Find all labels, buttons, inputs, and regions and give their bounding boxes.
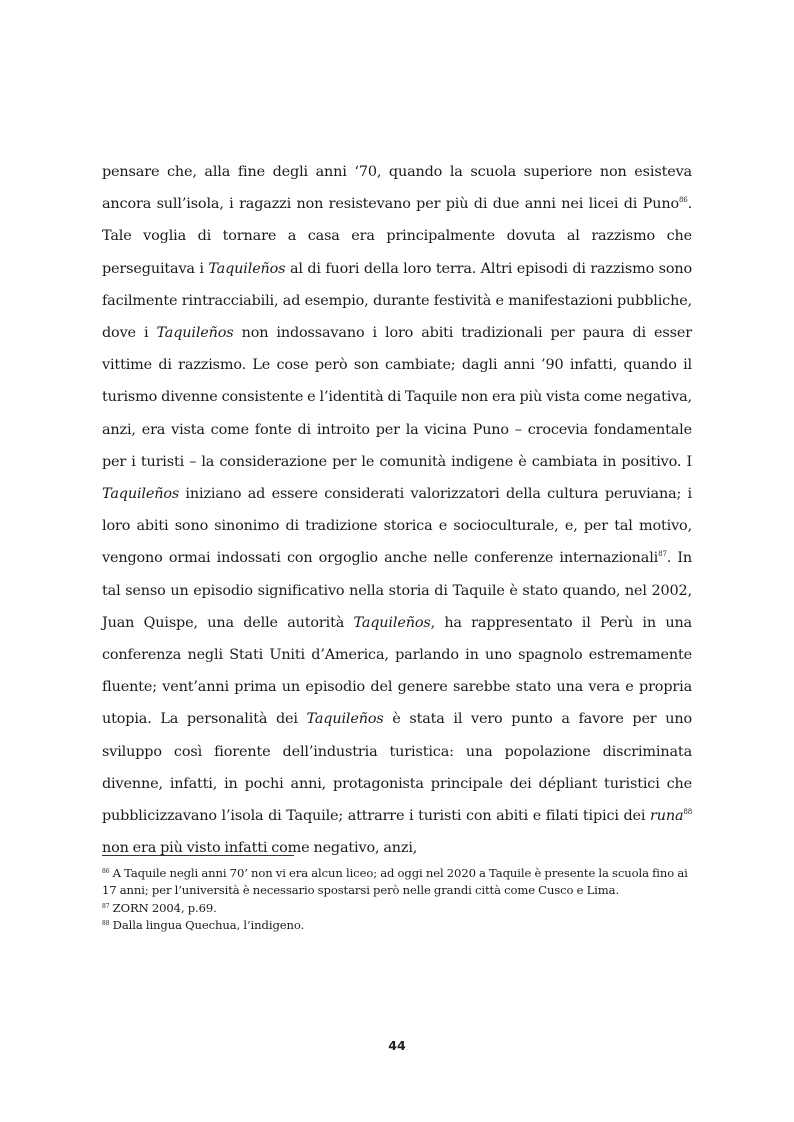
footnote-ref-88[interactable]: 88 bbox=[683, 808, 692, 817]
text-run: al di fuori della loro terra. Altri episodi di razzismo sono facilmente rintracciabili, ad esempio, durante festività e manifestazioni pubbliche, dove i bbox=[102, 260, 692, 342]
footnote-text: A Taquile negli anni 70’ non vi era alcun liceo; ad oggi nel 2020 a Taquile è presente la scuola fino ai 17 anni; per l’università è necessario spostarsi però nelle grandi città come Cusco e Lima. bbox=[102, 866, 688, 898]
footnote-number: 88 bbox=[102, 920, 110, 928]
main-text-block bbox=[102, 156, 692, 864]
footnote-88 bbox=[102, 917, 692, 934]
footnote-text: ZORN 2004, p.69. bbox=[109, 900, 217, 915]
italic-term: Taquileños bbox=[156, 325, 234, 342]
text-run: non indossavano i loro abiti tradizionali per paura di esser vittime di razzismo. Le cose però son cambiate; dagli anni ’90 infatti, quando il turismo divenne consistente e l’identità di Taquile non era più vista come negativa, anzi, era vista come fonte di introito per la vicina Puno – crocevia fondamentale per i turisti – la considerazione per le comunità indigene è cambiata in positivo. I bbox=[102, 325, 692, 470]
text-run: . Tale voglia di tornare a casa era principalmente dovuta al razzismo che perseguitava i bbox=[102, 196, 692, 277]
footnote-ref-86[interactable]: 86 bbox=[678, 196, 688, 205]
text-run: , ha rappresentato il Perù in una conferenza negli Stati Uniti d’America, parlando in uno spagnolo estremamente fluente; vent’anni prima un episodio del genere sarebbe stato una vera e propria utopia. La personalità dei bbox=[102, 614, 692, 728]
text-run: pensare che, alla fine degli anni ‘70, quando la scuola superiore non esisteva ancora sull’isola, i ragazzi non resistevano per più di due anni nei licei di Puno bbox=[102, 164, 692, 213]
footnote-separator bbox=[102, 855, 294, 856]
text-run: è stata il vero punto a favore per uno sviluppo così fiorente dell’industria turistica: una popolazione discriminata divenne, infatti, in pochi anni, protagonista principale dei dépliant turistici che pubblicizzavano l’isola di Taquile; attrarre i turisti con abiti e filati tipici dei bbox=[102, 711, 692, 825]
italic-term: Taquileños bbox=[208, 260, 286, 277]
italic-term: Taquileños bbox=[353, 614, 431, 631]
text-run: non era più visto infatti come negativo, anzi, bbox=[102, 840, 418, 857]
italic-term: Taquileños bbox=[102, 486, 180, 503]
footnote-text: Dalla lingua Quechua, l’indigeno. bbox=[109, 918, 305, 933]
footnote-ref-87[interactable]: 87 bbox=[658, 550, 667, 559]
italic-term: Taquileños bbox=[306, 711, 384, 728]
page-number: 44 bbox=[388, 1038, 406, 1053]
footnote-number: 86 bbox=[102, 868, 110, 875]
footnote-86 bbox=[102, 865, 692, 900]
text-run: . In tal senso un episodio significativo nella storia di Taquile è stato quando, nel 2002, Juan Quispe, una delle autorità bbox=[102, 550, 692, 631]
footnote-87 bbox=[102, 900, 692, 917]
italic-term: runa bbox=[649, 808, 684, 825]
text-run: iniziano ad essere considerati valorizzatori della cultura peruviana; i loro abiti sono sinonimo di tradizione storica e socioculturale, e, per tal motivo, vengono ormai indossati con orgoglio anche nelle conferenze internazionali bbox=[102, 486, 692, 567]
footnotes bbox=[102, 865, 692, 935]
body-paragraph bbox=[102, 156, 692, 864]
footnote-number: 87 bbox=[102, 902, 110, 910]
